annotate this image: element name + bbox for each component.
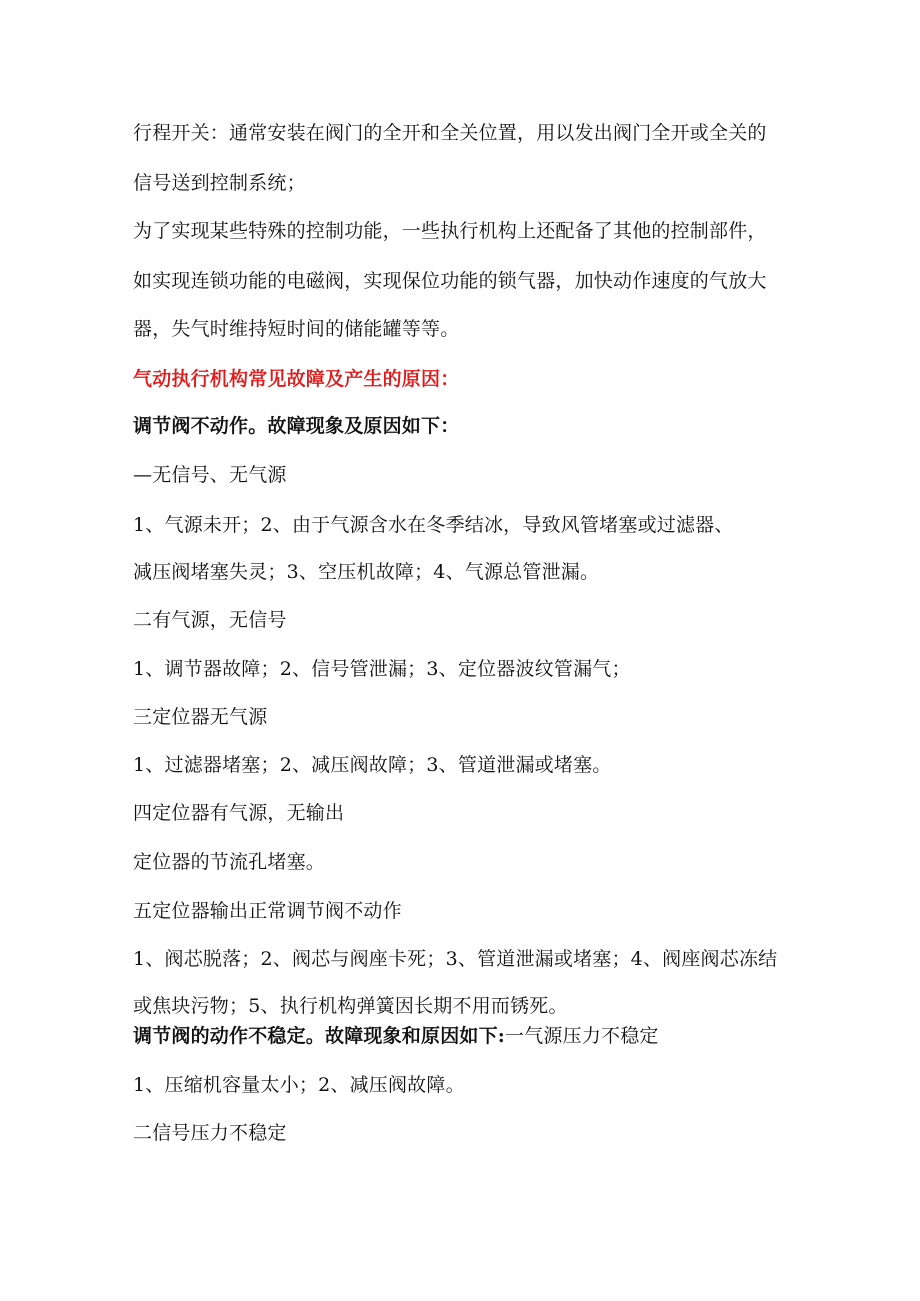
paragraph-line: 1、气源未开；2、由于气源含水在冬季结冰，导致风管堵塞或过滤器、 bbox=[133, 514, 734, 536]
paragraph-line: 信号送到控制系统； bbox=[133, 172, 306, 194]
mixed-heading-bold: 调节阀的动作不稳定。故障现象和原因如下: bbox=[133, 1025, 506, 1047]
paragraph-line: 如实现连锁功能的电磁阀，实现保位功能的锁气器，加快动作速度的气放大 bbox=[133, 270, 767, 292]
paragraph-line: 器，失气时维持短时间的储能罐等等。 bbox=[133, 318, 460, 340]
section-heading-bold: 调节阀不动作。故障现象及原因如下： bbox=[133, 415, 460, 437]
subheading-line: —无信号、无气源 bbox=[133, 464, 287, 486]
paragraph-line: 减压阀堵塞失灵；3、空压机故障；4、气源总管泄漏。 bbox=[133, 561, 600, 583]
paragraph-line: 为了实现某些特殊的控制功能，一些执行机构上还配备了其他的控制部件， bbox=[133, 220, 767, 242]
paragraph-line: 行程开关：通常安装在阀门的全开和全关位置，用以发出阀门全开或全关的 bbox=[133, 122, 767, 144]
paragraph-line: 1、阀芯脱落；2、阀芯与阀座卡死；3、管道泄漏或堵塞；4、阀座阀芯冻结 bbox=[133, 948, 778, 970]
paragraph-line: 1、压缩机容量太小；2、减压阀故障。 bbox=[133, 1074, 465, 1096]
subheading-line: 二信号压力不稳定 bbox=[133, 1122, 287, 1144]
mixed-heading-line bbox=[133, 1024, 659, 1048]
subheading-line: 五定位器输出正常调节阀不动作 bbox=[133, 900, 402, 922]
paragraph-line: 1、过滤器堵塞；2、减压阀故障；3、管道泄漏或堵塞。 bbox=[133, 754, 612, 776]
paragraph-line: 或焦块污物；5、执行机构弹簧因长期不用而锈死。 bbox=[133, 995, 568, 1017]
section-heading-red: 气动执行机构常见故障及产生的原因： bbox=[133, 368, 460, 390]
subheading-line: 三定位器无气源 bbox=[133, 706, 268, 728]
paragraph-line: 1、调节器故障；2、信号管泄漏；3、定位器波纹管漏气； bbox=[133, 658, 631, 680]
mixed-heading-normal: 一气源压力不稳定 bbox=[505, 1025, 659, 1047]
paragraph-line: 定位器的节流孔堵塞。 bbox=[133, 851, 326, 873]
subheading-line: 二有气源，无信号 bbox=[133, 609, 287, 631]
subheading-line: 四定位器有气源，无输出 bbox=[133, 802, 345, 824]
